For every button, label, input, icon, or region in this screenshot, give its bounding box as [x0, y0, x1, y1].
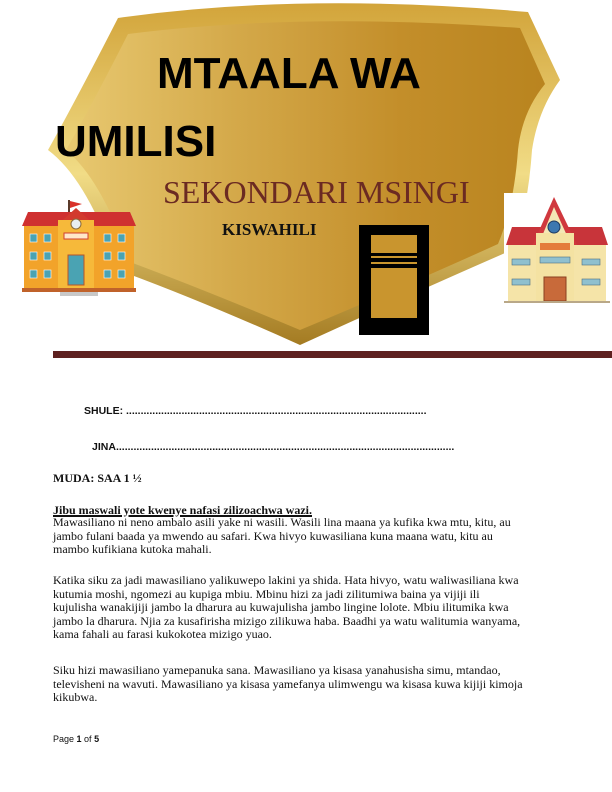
name-field-label: JINA [92, 441, 116, 453]
page-number [53, 734, 99, 744]
school-field-label: SHULE: [84, 405, 124, 417]
subject-label: KISWAHILI [222, 220, 317, 239]
header-divider [53, 351, 612, 358]
passage-line: jambo fulani baada ya mwendo au safari. Kwa hivyo kuwasiliana kuna maana watu, kitu au [53, 528, 493, 543]
document-subtitle: SEKONDARI MSINGI [163, 174, 470, 210]
passage-line: Siku hizi mawasiliano yamepanuka sana. Mawasiliano ya kisasa yanahusisha simu, mtandao, [53, 663, 501, 677]
passage-line: Mawasiliano ni neno ambalo asili yake ni wasili. Wasili lina maana ya kufika kwa mtu, kitu, au [53, 515, 511, 529]
document-title-line1: MTAALA WA [157, 49, 421, 98]
passage-line: kutumia moshi, ngomezi au kupiga mbiu. Mbinu hizi za jadi zilitumiwa baina ya vijiji ili [53, 586, 480, 601]
school-field-blank[interactable]: ....................................................................................................... [126, 405, 427, 417]
school-field[interactable] [84, 405, 427, 417]
passage-paragraph-1 [53, 516, 593, 557]
passage-line: televisheni na wavuti. Mawasiliano ya kisasa yamefanya ulimwengu wa kisasa kuwa kijiji kimoja [53, 676, 523, 691]
school-building-icon [504, 193, 610, 313]
exam-duration: MUDA: SAA 1 ½ [53, 471, 142, 485]
name-field-blank[interactable]: .................................................................................................................... [115, 441, 455, 453]
school-building-icon [18, 200, 140, 300]
passage-line: kama fahali au farasi kukokotea mizigo yuao. [53, 627, 272, 642]
passage-line: kujulisha wanakijiji jambo la dharura au kuwajulisha jambo lingine lolote. Mbiu ilitumika kwa [53, 600, 509, 615]
book-icon [359, 223, 429, 335]
passage-line: mambo kufikiana kutoka mahali. [53, 542, 212, 557]
page-prefix: Page [53, 734, 77, 744]
passage-line: kikubwa. [53, 690, 98, 705]
name-field[interactable] [92, 441, 454, 453]
document-title-line2: UMILISI [55, 117, 217, 166]
passage-paragraph-3 [53, 664, 593, 705]
passage-line: Katika siku za jadi mawasiliano yalikuwepo lakini ya shida. Hata hivyo, watu waliwasiliana kwa [53, 573, 519, 587]
passage-line: jambo la dharura. Njia za kusafirisha mizigo zilikuwa haba. Baadhi ya watu walitumia wanyama, [53, 613, 521, 628]
exam-instructions: Jibu maswali yote kwenye nafasi zilizoachwa wazi. [53, 503, 312, 517]
page-of: of [81, 734, 95, 744]
page-total: 5 [94, 734, 100, 744]
passage-paragraph-2 [53, 574, 593, 642]
page-current: 1 [76, 734, 82, 744]
